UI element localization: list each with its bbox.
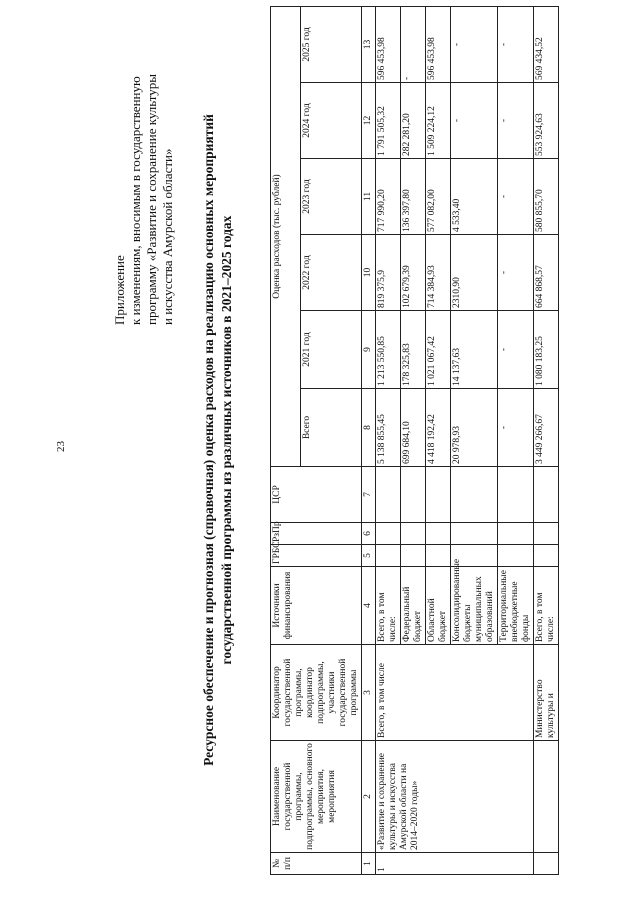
col-number: 12 xyxy=(362,83,376,159)
header-name: Наименование государственной программы, подпрограммы, основного мероприятия, мероприятия xyxy=(271,741,362,853)
program-name: «Развитие и сохранение культуры и искусства Амурской области на 2014–2020 годы» xyxy=(376,741,534,853)
table-row xyxy=(376,6,401,874)
header-2025: 2025 год xyxy=(301,6,362,82)
y2023-cell: 136 397,80 xyxy=(401,159,426,235)
expenditure-table xyxy=(270,6,559,875)
appendix-line: и искусства Амурской области» xyxy=(160,148,175,325)
y2023-cell: 4 533,40 xyxy=(451,159,498,235)
y2021-cell: 14 137,63 xyxy=(451,311,498,389)
y2022-cell: 102 679,39 xyxy=(401,235,426,311)
program-coordinator: Всего, в том числе xyxy=(376,645,534,741)
source-cell: Всего, в том числе: xyxy=(534,567,559,645)
total-cell: 699 684,10 xyxy=(401,389,426,467)
total-cell: - xyxy=(498,389,534,467)
header-grbs: ГРБС xyxy=(271,545,362,567)
col-number: 11 xyxy=(362,159,376,235)
source-cell: Территориальные внебюджетные фонды xyxy=(498,567,534,645)
y2024-cell: 1 791 505,32 xyxy=(376,83,401,159)
total-cell: 20 978,93 xyxy=(451,389,498,467)
document-title xyxy=(200,45,236,835)
source-cell: Федеральный бюджет xyxy=(401,567,426,645)
col-number: 5 xyxy=(362,545,376,567)
y2025-cell: - xyxy=(451,6,498,82)
y2021-cell: 1 080 183,25 xyxy=(534,311,559,389)
total-cell: 5 138 855,45 xyxy=(376,389,401,467)
y2024-cell: 553 924,63 xyxy=(534,83,559,159)
col-number: 13 xyxy=(362,6,376,82)
y2021-cell: 178 325,83 xyxy=(401,311,426,389)
header-2023: 2023 год xyxy=(301,159,362,235)
col-number: 3 xyxy=(362,645,376,741)
y2023-cell: 577 082,00 xyxy=(426,159,451,235)
y2024-cell: - xyxy=(451,83,498,159)
total-cell: 3 449 266,67 xyxy=(534,389,559,467)
col-number: 9 xyxy=(362,311,376,389)
header-2021: 2021 год xyxy=(301,311,362,389)
col-number: 7 xyxy=(362,467,376,523)
ministry-coordinator: Министерство культуры и xyxy=(534,645,559,741)
y2023-cell: 717 990,20 xyxy=(376,159,401,235)
y2024-cell: 282 281,20 xyxy=(401,83,426,159)
y2024-cell: - xyxy=(498,83,534,159)
header-source: Источники финансирования xyxy=(271,567,362,645)
page-number: 23 xyxy=(55,441,67,452)
source-cell: Областной бюджет xyxy=(426,567,451,645)
title-line-1: Ресурсное обеспечение и прогнозная (справочная) оценка расходов на реализацию основных мероприятий xyxy=(201,114,216,766)
y2022-cell: 819 375,9 xyxy=(376,235,401,311)
header-rzpr: РзПр xyxy=(271,523,362,545)
header-estimate: Оценка расходов (тыс. рублей) xyxy=(271,6,301,466)
col-number: 1 xyxy=(362,853,376,875)
y2025-cell: 596 453,98 xyxy=(426,6,451,82)
header-coordinator: Координатор государственной программы, координатор подпрограммы, участники государственной программы xyxy=(271,645,362,741)
y2025-cell: 596 453,98 xyxy=(376,6,401,82)
appendix-line: к изменениям, вносимым в государственную xyxy=(128,76,143,325)
ministry-row xyxy=(534,6,559,874)
col-number: 10 xyxy=(362,235,376,311)
y2025-cell: 569 434,52 xyxy=(534,6,559,82)
column-number-row xyxy=(362,6,376,874)
y2022-cell: - xyxy=(498,235,534,311)
total-cell: 4 418 192,42 xyxy=(426,389,451,467)
program-num: 1 xyxy=(376,853,534,875)
y2025-cell: - xyxy=(498,6,534,82)
y2021-cell: 1 213 550,85 xyxy=(376,311,401,389)
y2021-cell: 1 021 067,42 xyxy=(426,311,451,389)
appendix-block xyxy=(112,55,176,325)
col-number: 2 xyxy=(362,741,376,853)
source-cell: Всего, в том числе: xyxy=(376,567,401,645)
y2022-cell: 714 384,93 xyxy=(426,235,451,311)
y2023-cell: 580 855,70 xyxy=(534,159,559,235)
header-2022: 2022 год xyxy=(301,235,362,311)
title-line-2: государственной программы из различных источников в 2021–2025 годах xyxy=(219,215,234,665)
y2025-cell: - xyxy=(401,6,426,82)
col-number: 6 xyxy=(362,523,376,545)
source-cell: Консолидированные бюджеты муниципальных образований xyxy=(451,567,498,645)
y2024-cell: 1 509 224,12 xyxy=(426,83,451,159)
header-csr: ЦСР xyxy=(271,467,362,523)
y2022-cell: 2310,90 xyxy=(451,235,498,311)
header-num: № п/п xyxy=(271,853,362,875)
col-number: 4 xyxy=(362,567,376,645)
y2021-cell: - xyxy=(498,311,534,389)
appendix-line: программу «Развитие и сохранение культуры xyxy=(144,74,159,325)
header-total: Всего xyxy=(301,389,362,467)
header-2024: 2024 год xyxy=(301,83,362,159)
col-number: 8 xyxy=(362,389,376,467)
appendix-title: Приложение xyxy=(112,255,127,325)
y2022-cell: 664 868,57 xyxy=(534,235,559,311)
y2023-cell: - xyxy=(498,159,534,235)
